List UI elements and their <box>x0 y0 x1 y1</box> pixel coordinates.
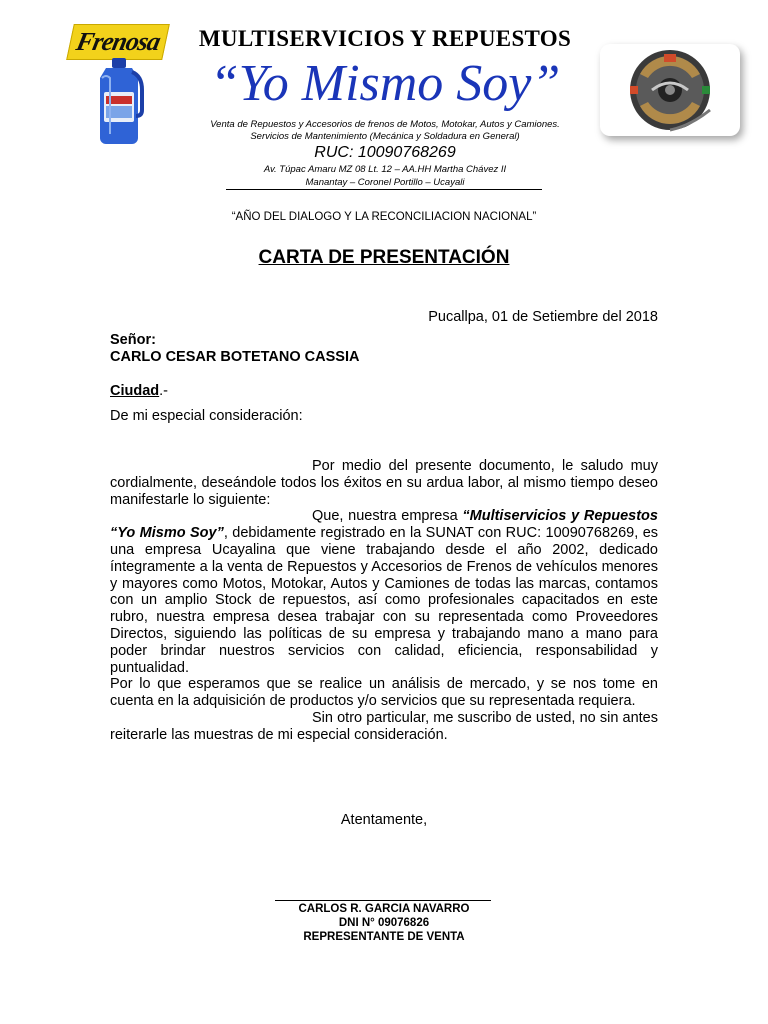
letterhead-divider <box>226 189 542 190</box>
address-line-1: Av. Túpac Amaru MZ 08 Lt. 12 – AA.HH Martha Chávez II <box>263 164 507 175</box>
letter-body <box>110 458 658 744</box>
year-motto: “AÑO DEL DIALOGO Y LA RECONCILIACION NACIONAL” <box>231 211 537 223</box>
paragraph-2-rest: , debidamente registrado en la SUNAT con RUC: 10090768269, es una empresa Ucayalina que viene trabajando desde el año 2002, dedicado íntegramente a la venta de Repuestos y Accesorios de Frenos de vehículos menores y mayores como Motos, Motokar, Autos y Camiones de todas las marcas, contamos con un amplio Stock de repuestos, así como profesionales capacitados en este rubro, nuestra empresa desea trabajar con su representada como Proveedores Directos, siguiendo las políticas de su empresa y trabajando mano a mano para poder brindar nuestros servicios con calidad, eficiencia, responsabilidad y puntualidad. <box>110 525 659 676</box>
signature-dni: DNI N° 09076826 <box>338 917 430 929</box>
greeting: De mi especial consideración: <box>110 408 303 424</box>
signature-name: CARLOS R. GARCIA NAVARRO <box>298 903 470 915</box>
closing: Atentamente, <box>340 812 428 828</box>
company-name-inline: “Multiservicios y Repuestos “Yo Mismo Soy” <box>110 508 658 542</box>
signature-role: REPRESENTANTE DE VENTA <box>303 931 465 943</box>
city-label: Ciudad <box>110 383 160 399</box>
company-ruc: RUC: 10090768269 <box>314 144 456 161</box>
tagline-line-1: Venta de Repuestos y Accesorios de frenos de Motos, Motokar, Autos y Camiones. <box>210 119 560 130</box>
paragraph-2-intro: Que, nuestra empresa <box>312 508 463 525</box>
paragraph-1: Por medio del presente documento, le saludo muy cordialmente, deseándole todos los éxitos en su ardua labor, al mismo tiempo deseo manifestarle lo siguiente: <box>110 458 658 508</box>
paragraph-4: Sin otro particular, me suscribo de usted, no sin antes reiterarle las muestras de mi especial consideración. <box>110 709 658 743</box>
company-name: MULTISERVICIOS Y REPUESTOS <box>198 26 572 51</box>
recipient-salutation: Señor: <box>110 332 156 348</box>
city-suffix: .- <box>159 383 168 399</box>
document-title: CARTA DE PRESENTACIÓN <box>258 247 510 268</box>
frenosa-logo-text: Frenosa <box>73 27 163 56</box>
paragraph-3: Por lo que esperamos que se realice un análisis de mercado, y se nos tome en cuenta en la adquisición de productos y/o servicios que su representada requiera. <box>110 676 658 710</box>
date-line: Pucallpa, 01 de Setiembre del 2018 <box>428 309 658 325</box>
recipient-name: CARLO CESAR BOTETANO CASSIA <box>110 349 360 365</box>
signature-line <box>275 900 491 901</box>
tagline-line-2: Servicios de Mantenimiento (Mecánica y Soldadura en General) <box>250 131 520 142</box>
address-line-2: Manantay – Coronel Portillo – Ucayali <box>305 177 465 188</box>
brake-assembly-photo <box>600 44 740 136</box>
brake-fluid-bottle-icon <box>92 58 146 144</box>
brake-assembly-icon <box>600 44 740 136</box>
paragraph-2 <box>110 508 658 676</box>
company-slogan: “Yo Mismo Soy” <box>209 55 561 112</box>
recipient-city <box>110 383 168 399</box>
